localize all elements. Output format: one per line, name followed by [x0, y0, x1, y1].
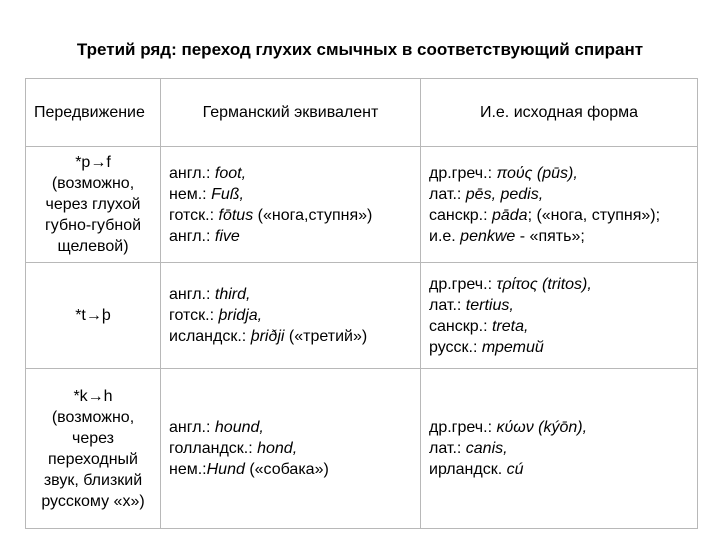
ie-form-line: [429, 417, 689, 438]
word-form: cú: [506, 461, 524, 478]
shift-line: через глухой: [45, 196, 141, 213]
ie-form-line: [429, 459, 689, 480]
shift-line: *k→h: [73, 387, 113, 405]
germanic-cell: [161, 147, 421, 263]
slide-title: Третий ряд: переход глухих смычных в соответствующий спирант: [76, 40, 644, 59]
word-form: pāda: [491, 206, 528, 224]
word-form: κύων (kýōn),: [496, 419, 588, 436]
germanic-form-line: [169, 163, 412, 184]
word-form: πούς (pūs),: [496, 164, 578, 182]
language-label: санскр.:: [429, 206, 492, 224]
language-label: др.греч.:: [429, 419, 497, 436]
shift-line: *t→þ: [75, 307, 111, 324]
language-label: и.е.: [429, 227, 461, 245]
language-label: («нога,ступня»): [253, 206, 373, 224]
word-form: canis,: [465, 440, 508, 457]
ie-cell: [421, 263, 698, 369]
ie-cell: [421, 147, 698, 263]
word-form: третий: [481, 338, 544, 356]
shift-line: русскому «х»): [41, 492, 145, 510]
language-label: готск.:: [169, 307, 219, 324]
language-label: санскр.:: [429, 317, 492, 335]
language-label: нем.:: [169, 185, 212, 203]
shift-line: (возможно,: [51, 408, 135, 426]
shift-cell: [26, 369, 161, 529]
germanic-form-line: [169, 326, 412, 347]
word-form: hound,: [214, 419, 264, 436]
language-label: англ.:: [169, 286, 215, 303]
ie-form-line: [429, 316, 689, 337]
language-label: исландск.:: [169, 328, 251, 345]
word-form: hond,: [257, 440, 298, 457]
language-label: голландск.:: [169, 440, 258, 457]
shift-line: *p→f: [75, 154, 111, 171]
germanic-form-line: [169, 284, 412, 305]
word-form: tertius,: [465, 296, 514, 314]
shift-cell: [26, 147, 161, 263]
germanic-form-line: [169, 205, 412, 226]
germanic-cell: [161, 263, 421, 369]
language-label: англ.:: [169, 227, 215, 245]
word-form: foot,: [214, 164, 247, 182]
ie-cell: [421, 369, 698, 529]
germanic-form-line: [169, 226, 412, 247]
germanic-form-line: [169, 417, 412, 438]
table-row: [26, 369, 698, 529]
header-shift: Передвижение: [26, 79, 161, 147]
language-label: готск.:: [169, 206, 219, 224]
language-label: русск.:: [429, 338, 482, 356]
ie-form-line: [429, 295, 689, 316]
language-label: («третий»): [284, 328, 368, 345]
word-form: τρίτος (tritos),: [496, 275, 592, 293]
word-form: penkwe: [460, 227, 516, 245]
shift-line: через: [71, 429, 114, 447]
word-form: third,: [214, 286, 251, 303]
ie-form-line: [429, 337, 689, 358]
language-label: лат.:: [429, 440, 466, 457]
word-form: treta,: [491, 317, 529, 335]
shift-line: (возможно,: [51, 175, 135, 192]
header-ie: И.е. исходная форма: [421, 79, 698, 147]
language-label: ; («нога, ступня»);: [527, 206, 661, 224]
ie-form-line: [429, 163, 689, 184]
shift-cell: [26, 263, 161, 369]
germanic-form-line: [169, 305, 412, 326]
ie-form-line: [429, 274, 689, 295]
word-form: Hund: [206, 461, 245, 478]
germanic-form-line: [169, 184, 412, 205]
language-label: др.греч.:: [429, 275, 497, 293]
word-form: þridja,: [218, 307, 263, 324]
language-label: англ.:: [169, 419, 215, 436]
word-form: five: [214, 227, 240, 245]
word-form: fōtus: [218, 206, 254, 224]
ie-form-line: [429, 226, 689, 247]
table-header-row: [26, 79, 698, 147]
germanic-form-line: [169, 459, 412, 480]
language-label: англ.:: [169, 164, 215, 182]
sound-shift-table: [25, 78, 698, 529]
language-label: лат.:: [429, 185, 466, 203]
language-label: ирландск.: [429, 461, 507, 478]
word-form: Fuß,: [211, 185, 244, 203]
language-label: нем.:: [169, 461, 207, 478]
table-row: [26, 263, 698, 369]
germanic-form-line: [169, 438, 412, 459]
ie-form-line: [429, 205, 689, 226]
word-form: þriðji: [250, 328, 285, 345]
language-label: («собака»): [244, 461, 329, 478]
ie-form-line: [429, 184, 689, 205]
language-label: - «пять»;: [515, 227, 585, 245]
header-germanic: Германский эквивалент: [161, 79, 421, 147]
language-label: др.греч.:: [429, 164, 497, 182]
shift-line: переходный: [48, 450, 138, 468]
table-row: [26, 147, 698, 263]
germanic-cell: [161, 369, 421, 529]
shift-line: губно-губной: [44, 217, 142, 234]
language-label: лат.:: [429, 296, 466, 314]
word-form: pēs, pedis,: [465, 185, 544, 203]
ie-form-line: [429, 438, 689, 459]
shift-line: звук, близкий: [43, 471, 143, 489]
shift-line: щелевой): [57, 238, 129, 255]
